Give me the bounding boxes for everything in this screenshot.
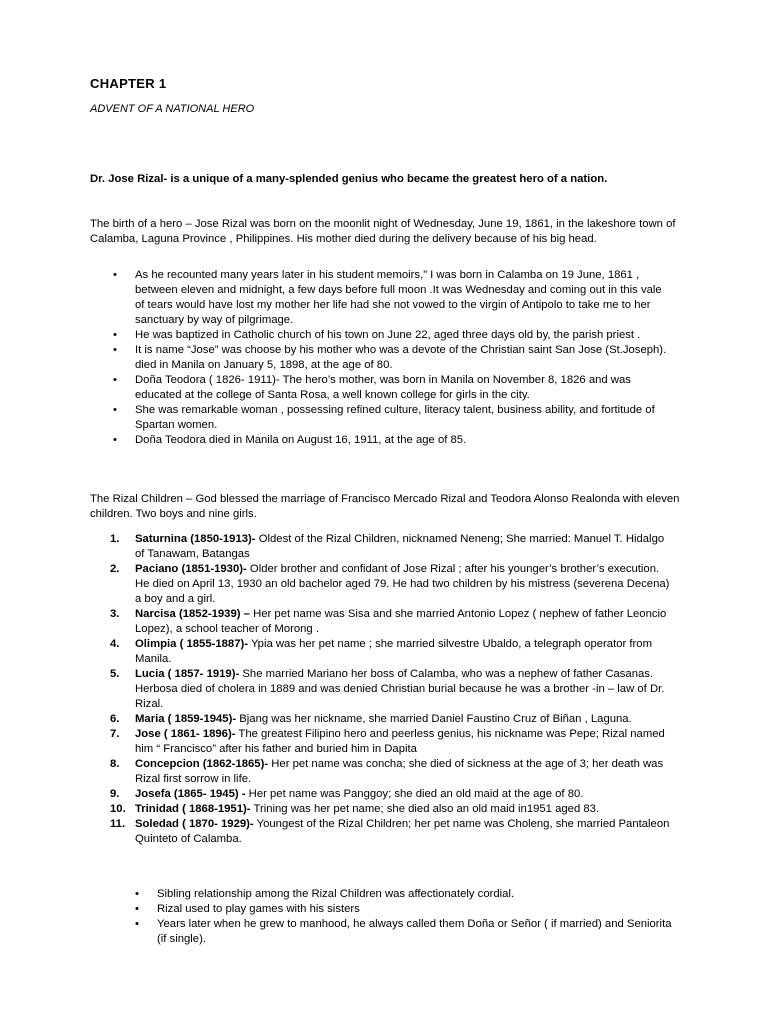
child-name: Soledad ( 1870- 1929)- [135,818,254,830]
child-name: Olimpia ( 1855-1887)- [135,638,249,650]
list-item [110,802,670,817]
list-item [110,562,670,607]
children-intro-paragraph: The Rizal Children – God blessed the marriage of Francisco Mercado Rizal and Teodora Alonso Realonda with eleven children. Two boys and nine girls. [90,493,680,520]
chapter-subtitle: ADVENT OF A NATIONAL HERO [90,103,255,115]
child-description: Older brother and confidant of Jose Rizal ; after his younger’s brother’s execution. He died on April 13, 1930 an old bachelor aged 79. He had two children by his mistress (severena Decena) a boy and a girl. [135,563,670,605]
list-item: • As he recounted many years later in his student memoirs,” I was born in Calamba on 19 June, 1861 , between eleven and midnight, a few days before full moon .It was Wednesday and coming out in this vale of tears would have lost my mother her life had she not vowed to the virgin of Antipolo to take me to her sanctuary by way of pilgrimage. [110,268,670,328]
child-description: Oldest of the Rizal Children, nicknamed Neneng; She married: Manuel T. Hidalgo of Tanawam, Batangas [135,533,665,560]
child-description: She married Mariano her boss of Calamba, who was a nephew of father Casanas. Herbosa died of cholera in 1889 and was denied Christian burial because he was a brother -in – law of Dr. Rizal. [135,668,665,710]
birth-bullet-list [110,268,670,448]
child-description: Her pet name was concha; she died of sickness at the age of 3; her death was Rizal first sorrow in life. [135,758,664,785]
child-name: Paciano (1851-1930)- [135,563,247,575]
list-item [110,727,670,757]
list-item: • Doña Teodora ( 1826- 1911)- The hero’s mother, was born in Manila on November 8, 1826 and was educated at the college of Santa Rosa, a well known college for girls in the city. [110,373,670,403]
child-name: Concepcion (1862-1865)- [135,758,269,770]
child-description: Her pet name was Sisa and she married Antonio Lopez ( nephew of father Leoncio Lopez), a school teacher of Morong . [135,608,667,635]
item-number: 8. [110,758,120,770]
list-item: • Doña Teodora died in Manila on August 16, 1911, at the age of 85. [110,433,670,448]
list-item [110,667,670,712]
child-name: Josefa (1865- 1945) - [135,788,246,800]
list-item [110,757,670,787]
birth-paragraph: The birth of a hero – Jose Rizal was born on the moonlit night of Wednesday, June 19, 1861, in the lakeshore town of Calamba, Laguna Province , Philippines. His mother died during the delivery because of his big head. [90,218,676,245]
child-description: Her pet name was Panggoy; she died an old maid at the age of 80. [245,788,584,800]
child-name: Trinidad ( 1868-1951)- [135,803,251,815]
item-number: 1. [110,533,120,545]
list-item [110,607,670,637]
item-number: 5. [110,668,120,680]
list-item [110,532,670,562]
item-number: 11. [110,818,126,830]
child-name: Narcisa (1852-1939) – [135,608,250,620]
child-description: Trining was her pet name; she died also an old maid in1951 aged 83. [250,803,600,815]
item-number: 4. [110,638,120,650]
child-name: Maria ( 1859-1945)- [135,713,237,725]
item-number: 2. [110,563,120,575]
child-name: Saturnina (1850-1913)- [135,533,256,545]
list-item: • He was baptized in Catholic church of his town on June 22, aged three days old by, the parish priest . [110,328,670,343]
list-item [110,712,670,727]
list-item: • She was remarkable woman , possessing refined culture, literacy talent, business ability, and fortitude of Spartan women. [110,403,670,433]
child-description: Ypia was her pet name ; she married silvestre Ubaldo, a telegraph operator from Manila. [135,638,652,665]
list-item [110,637,670,667]
child-name: Jose ( 1861- 1896)- [135,728,236,740]
child-description: The greatest Filipino hero and peerless genius, his nickname was Pepe; Rizal named him “ Francisco” after his father and buried him in Dapita [135,728,665,755]
list-item: • Years later when he grew to manhood, he always called them Doña or Señor ( if married) and Seniorita (if single). [132,917,672,947]
child-description: Youngest of the Rizal Children; her pet name was Choleng, she married Pantaleon Quinteto of Calamba. [135,818,670,845]
item-number: 10. [110,803,126,815]
child-name: Lucia ( 1857- 1919)- [135,668,240,680]
lead-paragraph: Dr. Jose Rizal- is a unique of a many-splended genius who became the greatest hero of a nation. [90,173,608,185]
chapter-title: CHAPTER 1 [90,76,167,91]
child-description: Bjang was her nickname, she married Daniel Faustino Cruz of Biñan , Laguna. [236,713,632,725]
list-item: • Rizal used to play games with his sisters [132,902,672,917]
list-item [110,817,670,847]
item-number: 3. [110,608,120,620]
list-item [110,787,670,802]
children-list [110,532,670,847]
item-number: 7. [110,728,120,740]
item-number: 6. [110,713,120,725]
item-number: 9. [110,788,120,800]
list-item: • Sibling relationship among the Rizal Children was affectionately cordial. [132,887,672,902]
list-item: • It is name “Jose” was choose by his mother who was a devote of the Christian saint San Jose (St.Joseph). died in Manila on January 5, 1898, at the age of 80. [110,343,670,373]
sibling-bullet-list [132,887,672,947]
